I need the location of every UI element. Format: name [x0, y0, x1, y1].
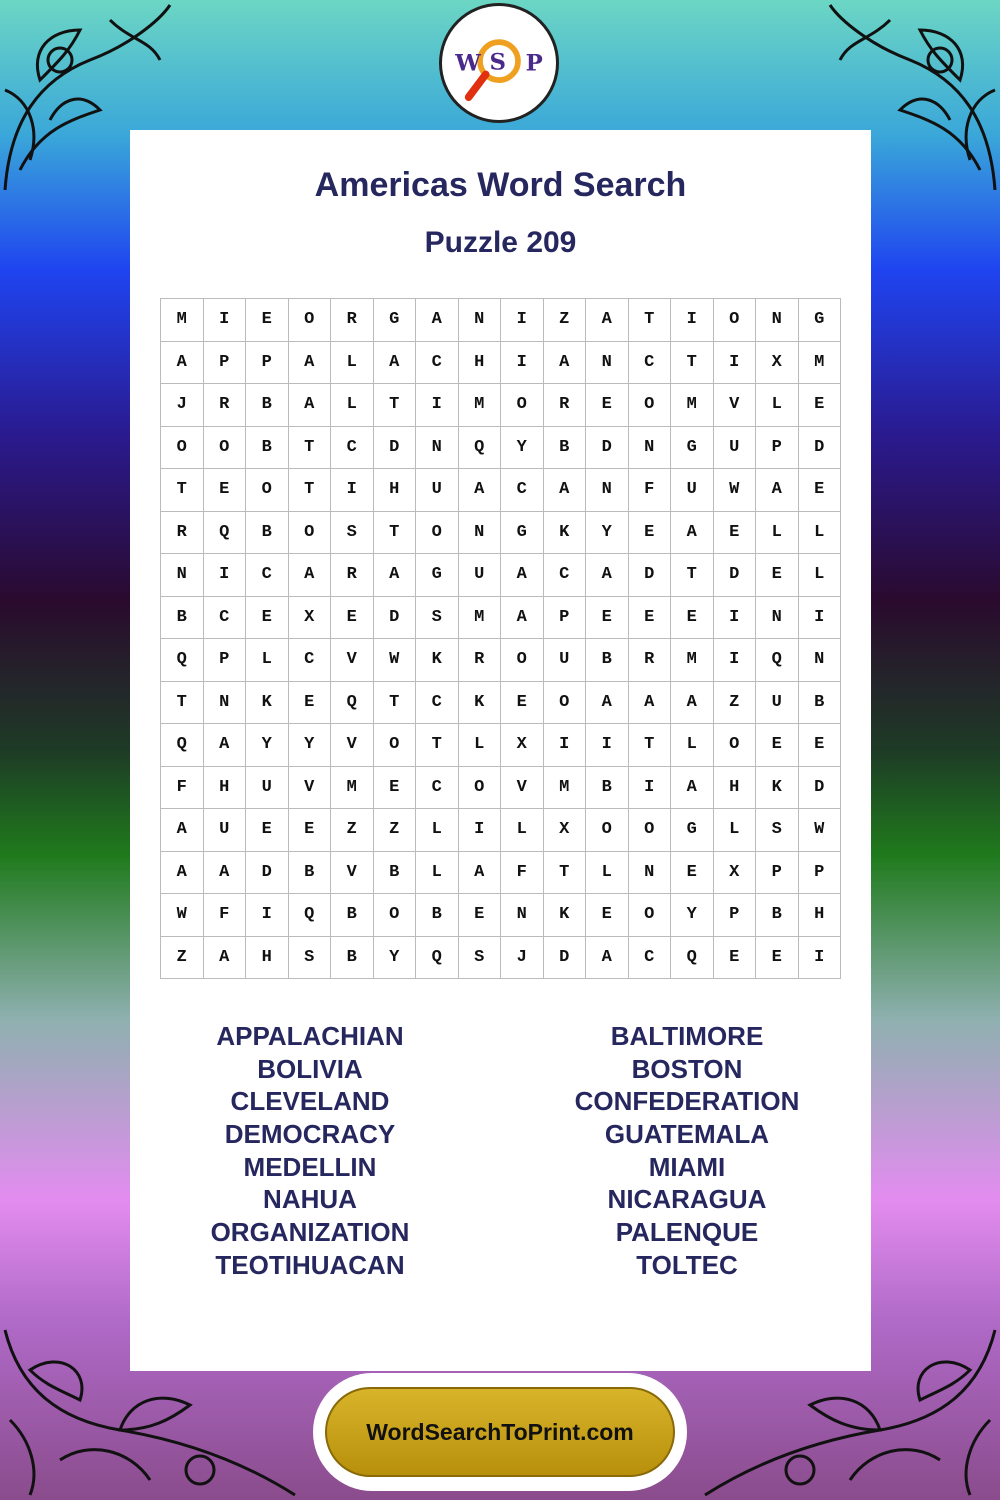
letter-grid	[160, 298, 841, 979]
grid-cell: L	[331, 342, 374, 385]
grid-cell: M	[544, 767, 587, 810]
grid-cell: K	[246, 682, 289, 725]
grid-cell: K	[756, 767, 799, 810]
word-item: ORGANIZATION	[210, 1217, 410, 1248]
grid-cell: Z	[161, 937, 204, 980]
logo-letter-p: P	[525, 50, 543, 77]
word-item: PALENQUE	[615, 1217, 759, 1248]
grid-cell: Q	[289, 894, 332, 937]
grid-cell: R	[331, 554, 374, 597]
grid-cell: A	[161, 342, 204, 385]
grid-cell: B	[586, 639, 629, 682]
grid-cell: L	[416, 852, 459, 895]
grid-cell: D	[586, 427, 629, 470]
grid-cell: A	[671, 767, 714, 810]
grid-cell: A	[459, 852, 502, 895]
grid-cell: N	[586, 342, 629, 385]
grid-cell: D	[629, 554, 672, 597]
grid-cell: I	[501, 342, 544, 385]
grid-cell: Q	[756, 639, 799, 682]
grid-cell: O	[501, 384, 544, 427]
grid-cell: A	[756, 469, 799, 512]
grid-cell: L	[501, 809, 544, 852]
puzzle-card	[130, 130, 871, 1371]
grid-cell: N	[799, 639, 842, 682]
grid-cell: A	[501, 554, 544, 597]
word-item: MEDELLIN	[243, 1151, 377, 1182]
grid-cell: E	[756, 724, 799, 767]
grid-cell: M	[459, 384, 502, 427]
grid-cell: Q	[161, 724, 204, 767]
grid-cell: E	[331, 597, 374, 640]
word-item: NAHUA	[263, 1184, 357, 1215]
grid-cell: R	[629, 639, 672, 682]
logo-letter-w: W	[455, 50, 481, 77]
grid-cell: Q	[204, 512, 247, 555]
grid-cell: C	[416, 767, 459, 810]
grid-cell: C	[629, 937, 672, 980]
grid-cell: T	[544, 852, 587, 895]
grid-cell: O	[416, 512, 459, 555]
grid-cell: T	[161, 682, 204, 725]
grid-cell: A	[586, 682, 629, 725]
grid-cell: O	[586, 809, 629, 852]
grid-cell: C	[544, 554, 587, 597]
grid-cell: I	[331, 469, 374, 512]
grid-cell: P	[246, 342, 289, 385]
grid-cell: S	[756, 809, 799, 852]
grid-cell: I	[246, 894, 289, 937]
grid-cell: T	[671, 554, 714, 597]
word-item: CLEVELAND	[230, 1086, 390, 1117]
grid-cell: N	[629, 852, 672, 895]
grid-cell: O	[204, 427, 247, 470]
grid-cell: I	[714, 597, 757, 640]
grid-cell: T	[374, 682, 417, 725]
grid-cell: U	[544, 639, 587, 682]
grid-cell: X	[756, 342, 799, 385]
grid-cell: Z	[544, 299, 587, 342]
grid-cell: P	[204, 342, 247, 385]
grid-cell: N	[459, 299, 502, 342]
grid-cell: L	[246, 639, 289, 682]
grid-cell: G	[416, 554, 459, 597]
grid-cell: R	[204, 384, 247, 427]
grid-cell: F	[629, 469, 672, 512]
grid-cell: T	[289, 469, 332, 512]
grid-cell: E	[586, 894, 629, 937]
grid-cell: N	[161, 554, 204, 597]
site-link-button[interactable]	[313, 1373, 687, 1491]
grid-cell: Y	[246, 724, 289, 767]
word-item: NICARAGUA	[607, 1184, 767, 1215]
grid-cell: Z	[374, 809, 417, 852]
grid-cell: E	[629, 512, 672, 555]
grid-cell: E	[586, 384, 629, 427]
grid-cell: M	[459, 597, 502, 640]
grid-cell: N	[756, 597, 799, 640]
grid-cell: M	[799, 342, 842, 385]
grid-cell: Y	[671, 894, 714, 937]
grid-cell: B	[586, 767, 629, 810]
grid-cell: C	[246, 554, 289, 597]
grid-cell: A	[161, 809, 204, 852]
grid-cell: W	[161, 894, 204, 937]
grid-cell: X	[289, 597, 332, 640]
grid-cell: O	[544, 682, 587, 725]
grid-cell: A	[501, 597, 544, 640]
grid-cell: I	[204, 554, 247, 597]
logo-letter-s: S	[489, 49, 506, 76]
grid-cell: C	[629, 342, 672, 385]
grid-cell: O	[374, 894, 417, 937]
grid-cell: A	[671, 512, 714, 555]
word-item: APPALACHIAN	[216, 1021, 404, 1051]
grid-cell: N	[416, 427, 459, 470]
grid-cell: K	[459, 682, 502, 725]
grid-cell: P	[714, 894, 757, 937]
grid-cell: T	[289, 427, 332, 470]
grid-cell: E	[246, 809, 289, 852]
grid-cell: B	[544, 427, 587, 470]
grid-cell: P	[756, 427, 799, 470]
grid-cell: W	[714, 469, 757, 512]
grid-cell: O	[374, 724, 417, 767]
grid-cell: I	[544, 724, 587, 767]
grid-cell: T	[671, 342, 714, 385]
grid-cell: G	[374, 299, 417, 342]
grid-cell: V	[331, 852, 374, 895]
grid-cell: X	[544, 809, 587, 852]
grid-cell: X	[714, 852, 757, 895]
grid-cell: S	[289, 937, 332, 980]
grid-cell: B	[756, 894, 799, 937]
grid-cell: E	[799, 384, 842, 427]
grid-cell: W	[374, 639, 417, 682]
grid-cell: H	[246, 937, 289, 980]
grid-cell: H	[459, 342, 502, 385]
grid-cell: L	[756, 384, 799, 427]
grid-cell: C	[331, 427, 374, 470]
grid-cell: O	[714, 299, 757, 342]
grid-cell: L	[756, 512, 799, 555]
grid-cell: R	[459, 639, 502, 682]
grid-cell: C	[501, 469, 544, 512]
word-item: MIAMI	[648, 1151, 726, 1182]
grid-cell: Y	[289, 724, 332, 767]
grid-cell: A	[459, 469, 502, 512]
grid-cell: E	[204, 469, 247, 512]
grid-cell: H	[799, 894, 842, 937]
grid-cell: U	[459, 554, 502, 597]
grid-cell: C	[289, 639, 332, 682]
grid-cell: P	[204, 639, 247, 682]
grid-cell: J	[161, 384, 204, 427]
grid-cell: I	[714, 342, 757, 385]
grid-cell: A	[586, 937, 629, 980]
grid-cell: N	[459, 512, 502, 555]
grid-cell: B	[246, 512, 289, 555]
word-item: BOLIVIA	[257, 1053, 363, 1084]
grid-cell: V	[501, 767, 544, 810]
grid-cell: P	[544, 597, 587, 640]
puzzle-number: Puzzle 209	[424, 226, 577, 259]
grid-cell: O	[289, 299, 332, 342]
grid-cell: Q	[671, 937, 714, 980]
grid-cell: N	[586, 469, 629, 512]
grid-cell: A	[629, 682, 672, 725]
grid-cell: E	[714, 937, 757, 980]
grid-cell: A	[289, 554, 332, 597]
grid-cell: I	[501, 299, 544, 342]
grid-cell: O	[714, 724, 757, 767]
grid-cell: A	[374, 554, 417, 597]
grid-cell: B	[416, 894, 459, 937]
grid-cell: A	[416, 299, 459, 342]
grid-cell: K	[544, 894, 587, 937]
grid-cell: I	[671, 299, 714, 342]
grid-cell: D	[799, 427, 842, 470]
grid-cell: I	[416, 384, 459, 427]
grid-cell: V	[289, 767, 332, 810]
grid-cell: V	[714, 384, 757, 427]
grid-cell: G	[671, 427, 714, 470]
grid-cell: D	[799, 767, 842, 810]
grid-cell: L	[671, 724, 714, 767]
grid-cell: B	[289, 852, 332, 895]
grid-cell: M	[161, 299, 204, 342]
grid-cell: H	[204, 767, 247, 810]
grid-cell: U	[714, 427, 757, 470]
grid-cell: E	[501, 682, 544, 725]
grid-cell: C	[416, 682, 459, 725]
grid-cell: K	[416, 639, 459, 682]
grid-cell: Q	[459, 427, 502, 470]
grid-cell: E	[459, 894, 502, 937]
grid-cell: Q	[416, 937, 459, 980]
site-link-label[interactable]: WordSearchToPrint.com	[325, 1387, 675, 1477]
grid-cell: T	[374, 512, 417, 555]
grid-cell: I	[714, 639, 757, 682]
grid-cell: A	[374, 342, 417, 385]
grid-cell: B	[799, 682, 842, 725]
word-item: BOSTON	[631, 1053, 743, 1084]
grid-cell: D	[246, 852, 289, 895]
grid-cell: I	[629, 767, 672, 810]
grid-cell: L	[586, 852, 629, 895]
grid-cell: A	[204, 724, 247, 767]
grid-cell: A	[289, 342, 332, 385]
grid-cell: D	[544, 937, 587, 980]
grid-cell: O	[246, 469, 289, 512]
grid-cell: E	[374, 767, 417, 810]
grid-cell: A	[671, 682, 714, 725]
grid-cell: B	[161, 597, 204, 640]
grid-cell: A	[544, 342, 587, 385]
grid-cell: G	[671, 809, 714, 852]
grid-cell: S	[459, 937, 502, 980]
grid-cell: M	[671, 384, 714, 427]
grid-cell: Y	[501, 427, 544, 470]
page-title: Americas Word Search	[314, 166, 687, 204]
grid-cell: O	[501, 639, 544, 682]
grid-cell: X	[501, 724, 544, 767]
grid-cell: B	[246, 384, 289, 427]
word-list-right	[502, 1020, 872, 1282]
grid-cell: P	[756, 852, 799, 895]
grid-cell: A	[289, 384, 332, 427]
grid-cell: N	[501, 894, 544, 937]
grid-cell: L	[416, 809, 459, 852]
grid-cell: Q	[331, 682, 374, 725]
grid-cell: I	[459, 809, 502, 852]
grid-cell: J	[501, 937, 544, 980]
grid-cell: K	[544, 512, 587, 555]
grid-cell: O	[629, 809, 672, 852]
grid-cell: B	[374, 852, 417, 895]
grid-cell: H	[374, 469, 417, 512]
grid-cell: E	[289, 809, 332, 852]
grid-cell: B	[331, 937, 374, 980]
grid-cell: I	[586, 724, 629, 767]
grid-cell: G	[501, 512, 544, 555]
grid-cell: Z	[714, 682, 757, 725]
grid-cell: E	[756, 937, 799, 980]
grid-cell: A	[204, 852, 247, 895]
grid-cell: V	[331, 639, 374, 682]
grid-cell: U	[416, 469, 459, 512]
word-item: GUATEMALA	[604, 1119, 770, 1150]
grid-cell: E	[799, 724, 842, 767]
grid-cell: R	[544, 384, 587, 427]
grid-cell: U	[246, 767, 289, 810]
grid-cell: L	[331, 384, 374, 427]
grid-cell: R	[331, 299, 374, 342]
grid-cell: A	[161, 852, 204, 895]
grid-cell: T	[161, 469, 204, 512]
grid-cell: E	[246, 597, 289, 640]
grid-cell: N	[756, 299, 799, 342]
grid-cell: O	[629, 384, 672, 427]
grid-cell: E	[714, 512, 757, 555]
grid-cell: Q	[161, 639, 204, 682]
grid-cell: Z	[331, 809, 374, 852]
grid-cell: E	[629, 597, 672, 640]
grid-cell: E	[289, 682, 332, 725]
grid-cell: R	[161, 512, 204, 555]
grid-cell: V	[331, 724, 374, 767]
grid-cell: T	[629, 299, 672, 342]
grid-cell: A	[544, 469, 587, 512]
word-item: BALTIMORE	[610, 1021, 764, 1051]
grid-cell: O	[161, 427, 204, 470]
grid-cell: E	[586, 597, 629, 640]
grid-cell: W	[799, 809, 842, 852]
grid-cell: F	[161, 767, 204, 810]
grid-cell: L	[799, 554, 842, 597]
grid-cell: L	[714, 809, 757, 852]
grid-cell: N	[204, 682, 247, 725]
grid-cell: N	[629, 427, 672, 470]
grid-cell: E	[799, 469, 842, 512]
grid-cell: F	[204, 894, 247, 937]
grid-cell: Y	[374, 937, 417, 980]
grid-cell: U	[204, 809, 247, 852]
grid-cell: S	[331, 512, 374, 555]
grid-cell: U	[756, 682, 799, 725]
grid-cell: B	[331, 894, 374, 937]
grid-cell: A	[586, 299, 629, 342]
grid-cell: D	[374, 427, 417, 470]
grid-cell: S	[416, 597, 459, 640]
grid-cell: E	[246, 299, 289, 342]
grid-cell: T	[629, 724, 672, 767]
grid-cell: T	[416, 724, 459, 767]
grid-cell: U	[671, 469, 714, 512]
grid-cell: B	[246, 427, 289, 470]
grid-cell: I	[204, 299, 247, 342]
wsp-logo	[439, 3, 559, 123]
word-item: DEMOCRACY	[224, 1119, 396, 1150]
word-item: TOLTEC	[636, 1249, 738, 1280]
grid-cell: C	[204, 597, 247, 640]
grid-cell: T	[374, 384, 417, 427]
word-item: TEOTIHUACAN	[215, 1249, 405, 1280]
grid-cell: E	[756, 554, 799, 597]
grid-cell: M	[671, 639, 714, 682]
grid-cell: P	[799, 852, 842, 895]
grid-cell: A	[586, 554, 629, 597]
grid-cell: D	[714, 554, 757, 597]
word-item: CONFEDERATION	[574, 1086, 800, 1117]
grid-cell: E	[671, 852, 714, 895]
grid-cell: C	[416, 342, 459, 385]
grid-cell: I	[799, 597, 842, 640]
grid-cell: L	[799, 512, 842, 555]
grid-cell: H	[714, 767, 757, 810]
grid-cell: E	[671, 597, 714, 640]
word-list-left	[125, 1020, 495, 1282]
grid-cell: Y	[586, 512, 629, 555]
grid-cell: O	[459, 767, 502, 810]
grid-cell: O	[629, 894, 672, 937]
grid-cell: O	[289, 512, 332, 555]
grid-cell: D	[374, 597, 417, 640]
grid-cell: I	[799, 937, 842, 980]
grid-cell: G	[799, 299, 842, 342]
grid-cell: A	[204, 937, 247, 980]
grid-cell: M	[331, 767, 374, 810]
grid-cell: F	[501, 852, 544, 895]
grid-cell: L	[459, 724, 502, 767]
